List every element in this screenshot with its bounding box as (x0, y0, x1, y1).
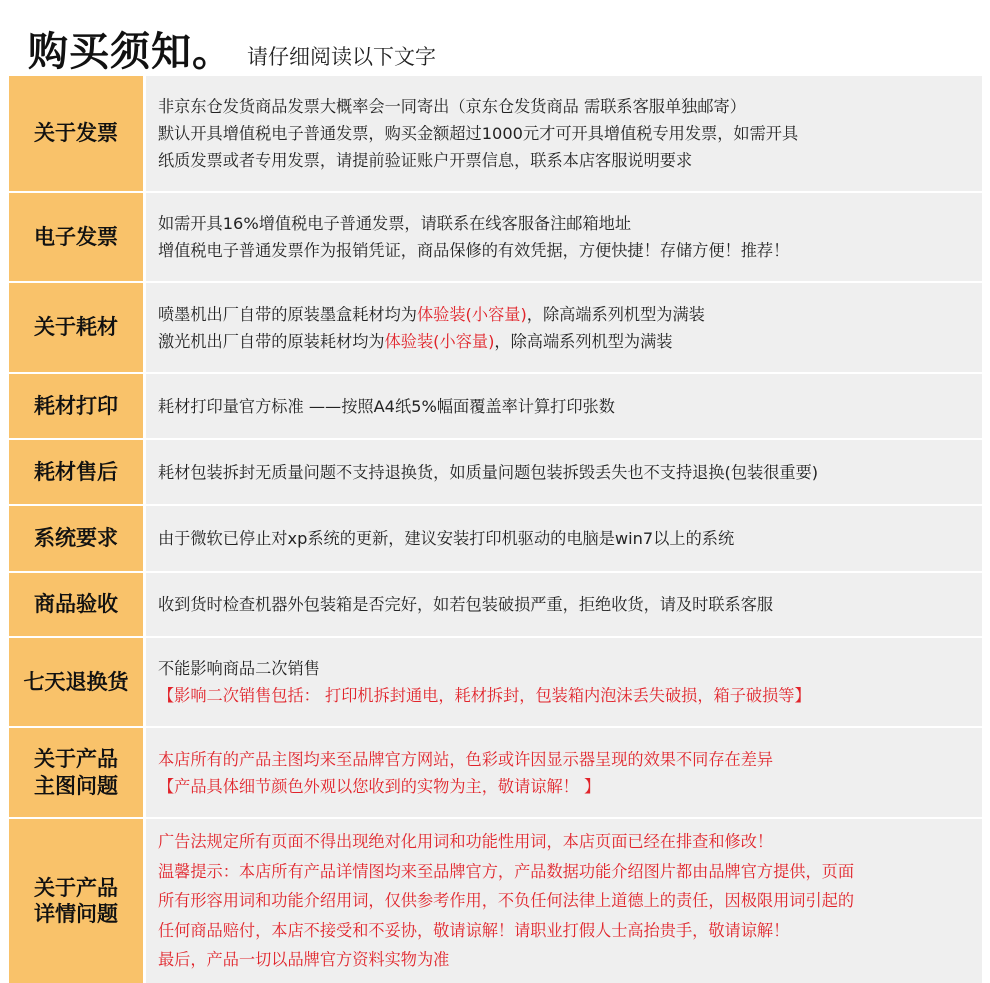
row-system-requirements (9, 506, 982, 573)
label-line: 主图问题 (34, 773, 118, 798)
row-content-consumables (146, 283, 982, 372)
text-line: 由于微软已停止对xp系统的更新，建议安装打印机驱动的电脑是win7以上的系统 (158, 529, 735, 548)
page-title: 购买须知。 (28, 29, 233, 75)
row-label-print-yield: 耗材打印 (9, 374, 146, 438)
row-inspection (9, 573, 982, 638)
row-content-invoice (146, 76, 982, 191)
text-segment: 激光机出厂自带的原装耗材均为 (158, 331, 385, 351)
highlight-text: 体验装(小容量) (417, 304, 527, 324)
text-line: 本店所有的产品主图均来至品牌官方网站，色彩或许因显示器呈现的效果不同存在差异 (158, 749, 774, 769)
row-content-detail (146, 819, 982, 983)
text-line: 如需开具16%增值税电子普通发票，请联系在线客服备注邮箱地址 (158, 214, 632, 233)
row-main-image (9, 728, 982, 819)
text-line: 【产品具体细节颜色外观以您收到的实物为主，敬请谅解！ 】 (158, 776, 601, 796)
row-label-invoice: 关于发票 (9, 76, 146, 191)
row-label-main-image (9, 728, 146, 817)
page-header (28, 14, 436, 75)
text-segment: ，除高端系列机型为满装 (494, 331, 673, 351)
row-e-invoice (9, 193, 982, 283)
text-segment: 喷墨机出厂自带的原装墨盒耗材均为 (158, 304, 417, 324)
label-line: 详情问题 (34, 902, 118, 926)
text-line: 耗材打印量官方标准 ——按照A4纸5%幅面覆盖率计算打印张数 (158, 396, 615, 416)
row-print-yield (9, 374, 982, 440)
row-label-aftersales: 耗材售后 (9, 440, 146, 504)
page-subtitle: 请仔细阅读以下文字 (247, 45, 436, 69)
text-line: 纸质发票或者专用发票，请提前验证账户开票信息，联系本店客服说明要求 (158, 151, 693, 170)
row-consumables (9, 283, 982, 374)
notice-table (9, 76, 982, 983)
row-label-e-invoice: 电子发票 (9, 193, 146, 281)
text-line: 收到货时检查机器外包装箱是否完好，如若包装破损严重，拒绝收货，请及时联系客服 (158, 595, 774, 614)
text-line (158, 328, 976, 355)
text-line: 所有形容用词和功能介绍用词，仅供参考作用，不负任何法律上道德上的责任，因极限用词引起的 (158, 891, 855, 911)
row-invoice (9, 76, 982, 193)
row-content-returns (146, 638, 982, 726)
text-line: 任何商品赔付，本店不接受和不妥协，敬请谅解！请职业打假人士高抬贵手，敬请谅解！ (158, 920, 790, 940)
text-line: 不能影响商品二次销售 (158, 659, 320, 678)
text-line: 增值税电子普通发票作为报销凭证，商品保修的有效凭据，方便快捷！存储方便！推荐！ (158, 241, 790, 260)
row-content-main-image (146, 728, 982, 817)
text-line: 默认开具增值税电子普通发票，购买金额超过1000元才可开具增值税专用发票，如需开具 (158, 124, 799, 143)
text-line: 温馨提示：本店所有产品详情图均来至品牌官方，产品数据功能介绍图片都由品牌官方提供，页面 (158, 861, 855, 881)
row-label-system-requirements: 系统要求 (9, 506, 146, 571)
text-line: 耗材包装拆封无质量问题不支持退换货，如质量问题包装拆毁丢失也不支持退换(包装很重要) (158, 462, 819, 482)
label-line: 关于产品 (34, 747, 118, 772)
text-line (158, 301, 976, 328)
label-line: 关于产品 (34, 875, 118, 900)
text-line: 广告法规定所有页面不得出现绝对化用词和功能性用词，本店页面已经在排查和修改！ (158, 832, 774, 852)
row-content-print-yield (146, 374, 982, 438)
row-aftersales (9, 440, 982, 506)
row-label-returns: 七天退换货 (9, 638, 146, 726)
highlight-text: 体验装(小容量) (384, 331, 495, 351)
row-content-aftersales (146, 440, 982, 504)
row-returns (9, 638, 982, 728)
row-content-system-requirements (146, 506, 982, 571)
row-label-detail (9, 819, 146, 983)
row-content-inspection (146, 573, 982, 636)
text-line: 非京东仓发货商品发票大概率会一同寄出（京东仓发货商品 需联系客服单独邮寄） (158, 97, 746, 116)
row-content-e-invoice (146, 193, 982, 281)
text-line-red: 【影响二次销售包括： 打印机拆封通电，耗材拆封，包装箱内泡沫丢失破损，箱子破损等】 (158, 686, 811, 705)
text-segment: ，除高端系列机型为满装 (526, 304, 705, 324)
row-label-inspection: 商品验收 (9, 573, 146, 636)
row-label-consumables: 关于耗材 (9, 283, 146, 372)
text-line: 最后，产品一切以品牌官方资料实物为准 (158, 950, 450, 970)
row-detail (9, 819, 982, 983)
